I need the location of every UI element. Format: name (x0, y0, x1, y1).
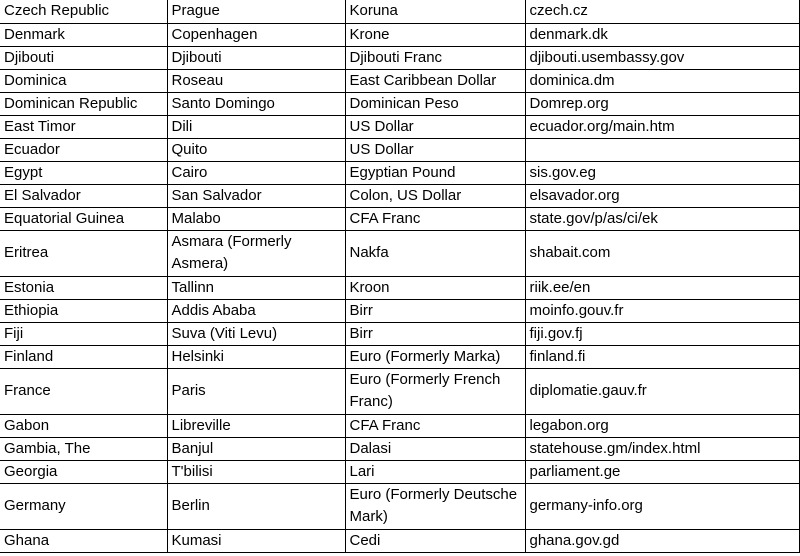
table-row (0, 138, 799, 161)
table-row (0, 414, 799, 437)
website-cell: statehouse.gm/index.html (525, 437, 799, 460)
country-cell: Dominican Republic (0, 92, 167, 115)
website-cell: shabait.com (525, 230, 799, 276)
currency-cell: Birr (345, 322, 525, 345)
website-cell: denmark.dk (525, 23, 799, 46)
table-row (0, 529, 799, 552)
currency-cell: US Dollar (345, 138, 525, 161)
country-cell: East Timor (0, 115, 167, 138)
capital-cell: Berlin (167, 483, 345, 529)
country-cell: Czech Republic (0, 0, 167, 23)
table-row (0, 322, 799, 345)
currency-cell: Djibouti Franc (345, 46, 525, 69)
capital-cell: T'bilisi (167, 460, 345, 483)
capital-cell: Copenhagen (167, 23, 345, 46)
table-row (0, 46, 799, 69)
website-cell: diplomatie.gauv.fr (525, 368, 799, 414)
website-cell: state.gov/p/as/ci/ek (525, 207, 799, 230)
currency-cell: Euro (Formerly French Franc) (345, 368, 525, 414)
capital-cell: Quito (167, 138, 345, 161)
website-cell: Domrep.org (525, 92, 799, 115)
currency-cell: CFA Franc (345, 414, 525, 437)
country-cell: Denmark (0, 23, 167, 46)
capital-cell: Kumasi (167, 529, 345, 552)
capital-cell: Roseau (167, 69, 345, 92)
website-cell (525, 138, 799, 161)
table-row (0, 299, 799, 322)
capital-cell: Libreville (167, 414, 345, 437)
table-row (0, 437, 799, 460)
capital-cell: Asmara (Formerly Asmera) (167, 230, 345, 276)
table-row (0, 207, 799, 230)
website-cell: ecuador.org/main.htm (525, 115, 799, 138)
country-cell: Ghana (0, 529, 167, 552)
website-cell: ghana.gov.gd (525, 529, 799, 552)
currency-cell: US Dollar (345, 115, 525, 138)
table-row (0, 161, 799, 184)
website-cell: djibouti.usembassy.gov (525, 46, 799, 69)
country-cell: Gabon (0, 414, 167, 437)
website-cell: riik.ee/en (525, 276, 799, 299)
website-cell: moinfo.gouv.fr (525, 299, 799, 322)
table-row (0, 276, 799, 299)
currency-cell: CFA Franc (345, 207, 525, 230)
capital-cell: San Salvador (167, 184, 345, 207)
capital-cell: Tallinn (167, 276, 345, 299)
country-cell: Ecuador (0, 138, 167, 161)
table-row (0, 92, 799, 115)
table-row (0, 0, 799, 23)
table-row (0, 230, 799, 276)
country-cell: Georgia (0, 460, 167, 483)
website-cell: finland.fi (525, 345, 799, 368)
currency-cell: Cedi (345, 529, 525, 552)
country-cell: Gambia, The (0, 437, 167, 460)
capital-cell: Addis Ababa (167, 299, 345, 322)
website-cell: legabon.org (525, 414, 799, 437)
country-cell: Finland (0, 345, 167, 368)
website-cell: germany-info.org (525, 483, 799, 529)
country-cell: Eritrea (0, 230, 167, 276)
capital-cell: Cairo (167, 161, 345, 184)
country-cell: Estonia (0, 276, 167, 299)
currency-cell: East Caribbean Dollar (345, 69, 525, 92)
capital-cell: Banjul (167, 437, 345, 460)
country-cell: Djibouti (0, 46, 167, 69)
currency-cell: Nakfa (345, 230, 525, 276)
table-row (0, 483, 799, 529)
currency-cell: Koruna (345, 0, 525, 23)
currency-cell: Dominican Peso (345, 92, 525, 115)
website-cell: parliament.ge (525, 460, 799, 483)
capital-cell: Dili (167, 115, 345, 138)
country-cell: Germany (0, 483, 167, 529)
currency-cell: Colon, US Dollar (345, 184, 525, 207)
currency-cell: Krone (345, 23, 525, 46)
country-cell: Dominica (0, 69, 167, 92)
currency-cell: Lari (345, 460, 525, 483)
table-row (0, 69, 799, 92)
website-cell: czech.cz (525, 0, 799, 23)
table-row (0, 23, 799, 46)
capital-cell: Santo Domingo (167, 92, 345, 115)
capital-cell: Helsinki (167, 345, 345, 368)
country-cell: Ethiopia (0, 299, 167, 322)
country-cell: Equatorial Guinea (0, 207, 167, 230)
website-cell: sis.gov.eg (525, 161, 799, 184)
website-cell: elsavador.org (525, 184, 799, 207)
country-cell: France (0, 368, 167, 414)
table-row (0, 115, 799, 138)
capital-cell: Prague (167, 0, 345, 23)
capital-cell: Paris (167, 368, 345, 414)
country-cell: Egypt (0, 161, 167, 184)
currency-cell: Birr (345, 299, 525, 322)
currency-cell: Kroon (345, 276, 525, 299)
currency-cell: Euro (Formerly Deutsche Mark) (345, 483, 525, 529)
website-cell: dominica.dm (525, 69, 799, 92)
country-cell: El Salvador (0, 184, 167, 207)
country-cell: Fiji (0, 322, 167, 345)
capital-cell: Suva (Viti Levu) (167, 322, 345, 345)
capital-cell: Malabo (167, 207, 345, 230)
website-cell: fiji.gov.fj (525, 322, 799, 345)
currency-cell: Euro (Formerly Marka) (345, 345, 525, 368)
table-row (0, 345, 799, 368)
table-row (0, 184, 799, 207)
table-row (0, 460, 799, 483)
currency-cell: Egyptian Pound (345, 161, 525, 184)
currency-cell: Dalasi (345, 437, 525, 460)
table-row (0, 368, 799, 414)
capital-cell: Djibouti (167, 46, 345, 69)
